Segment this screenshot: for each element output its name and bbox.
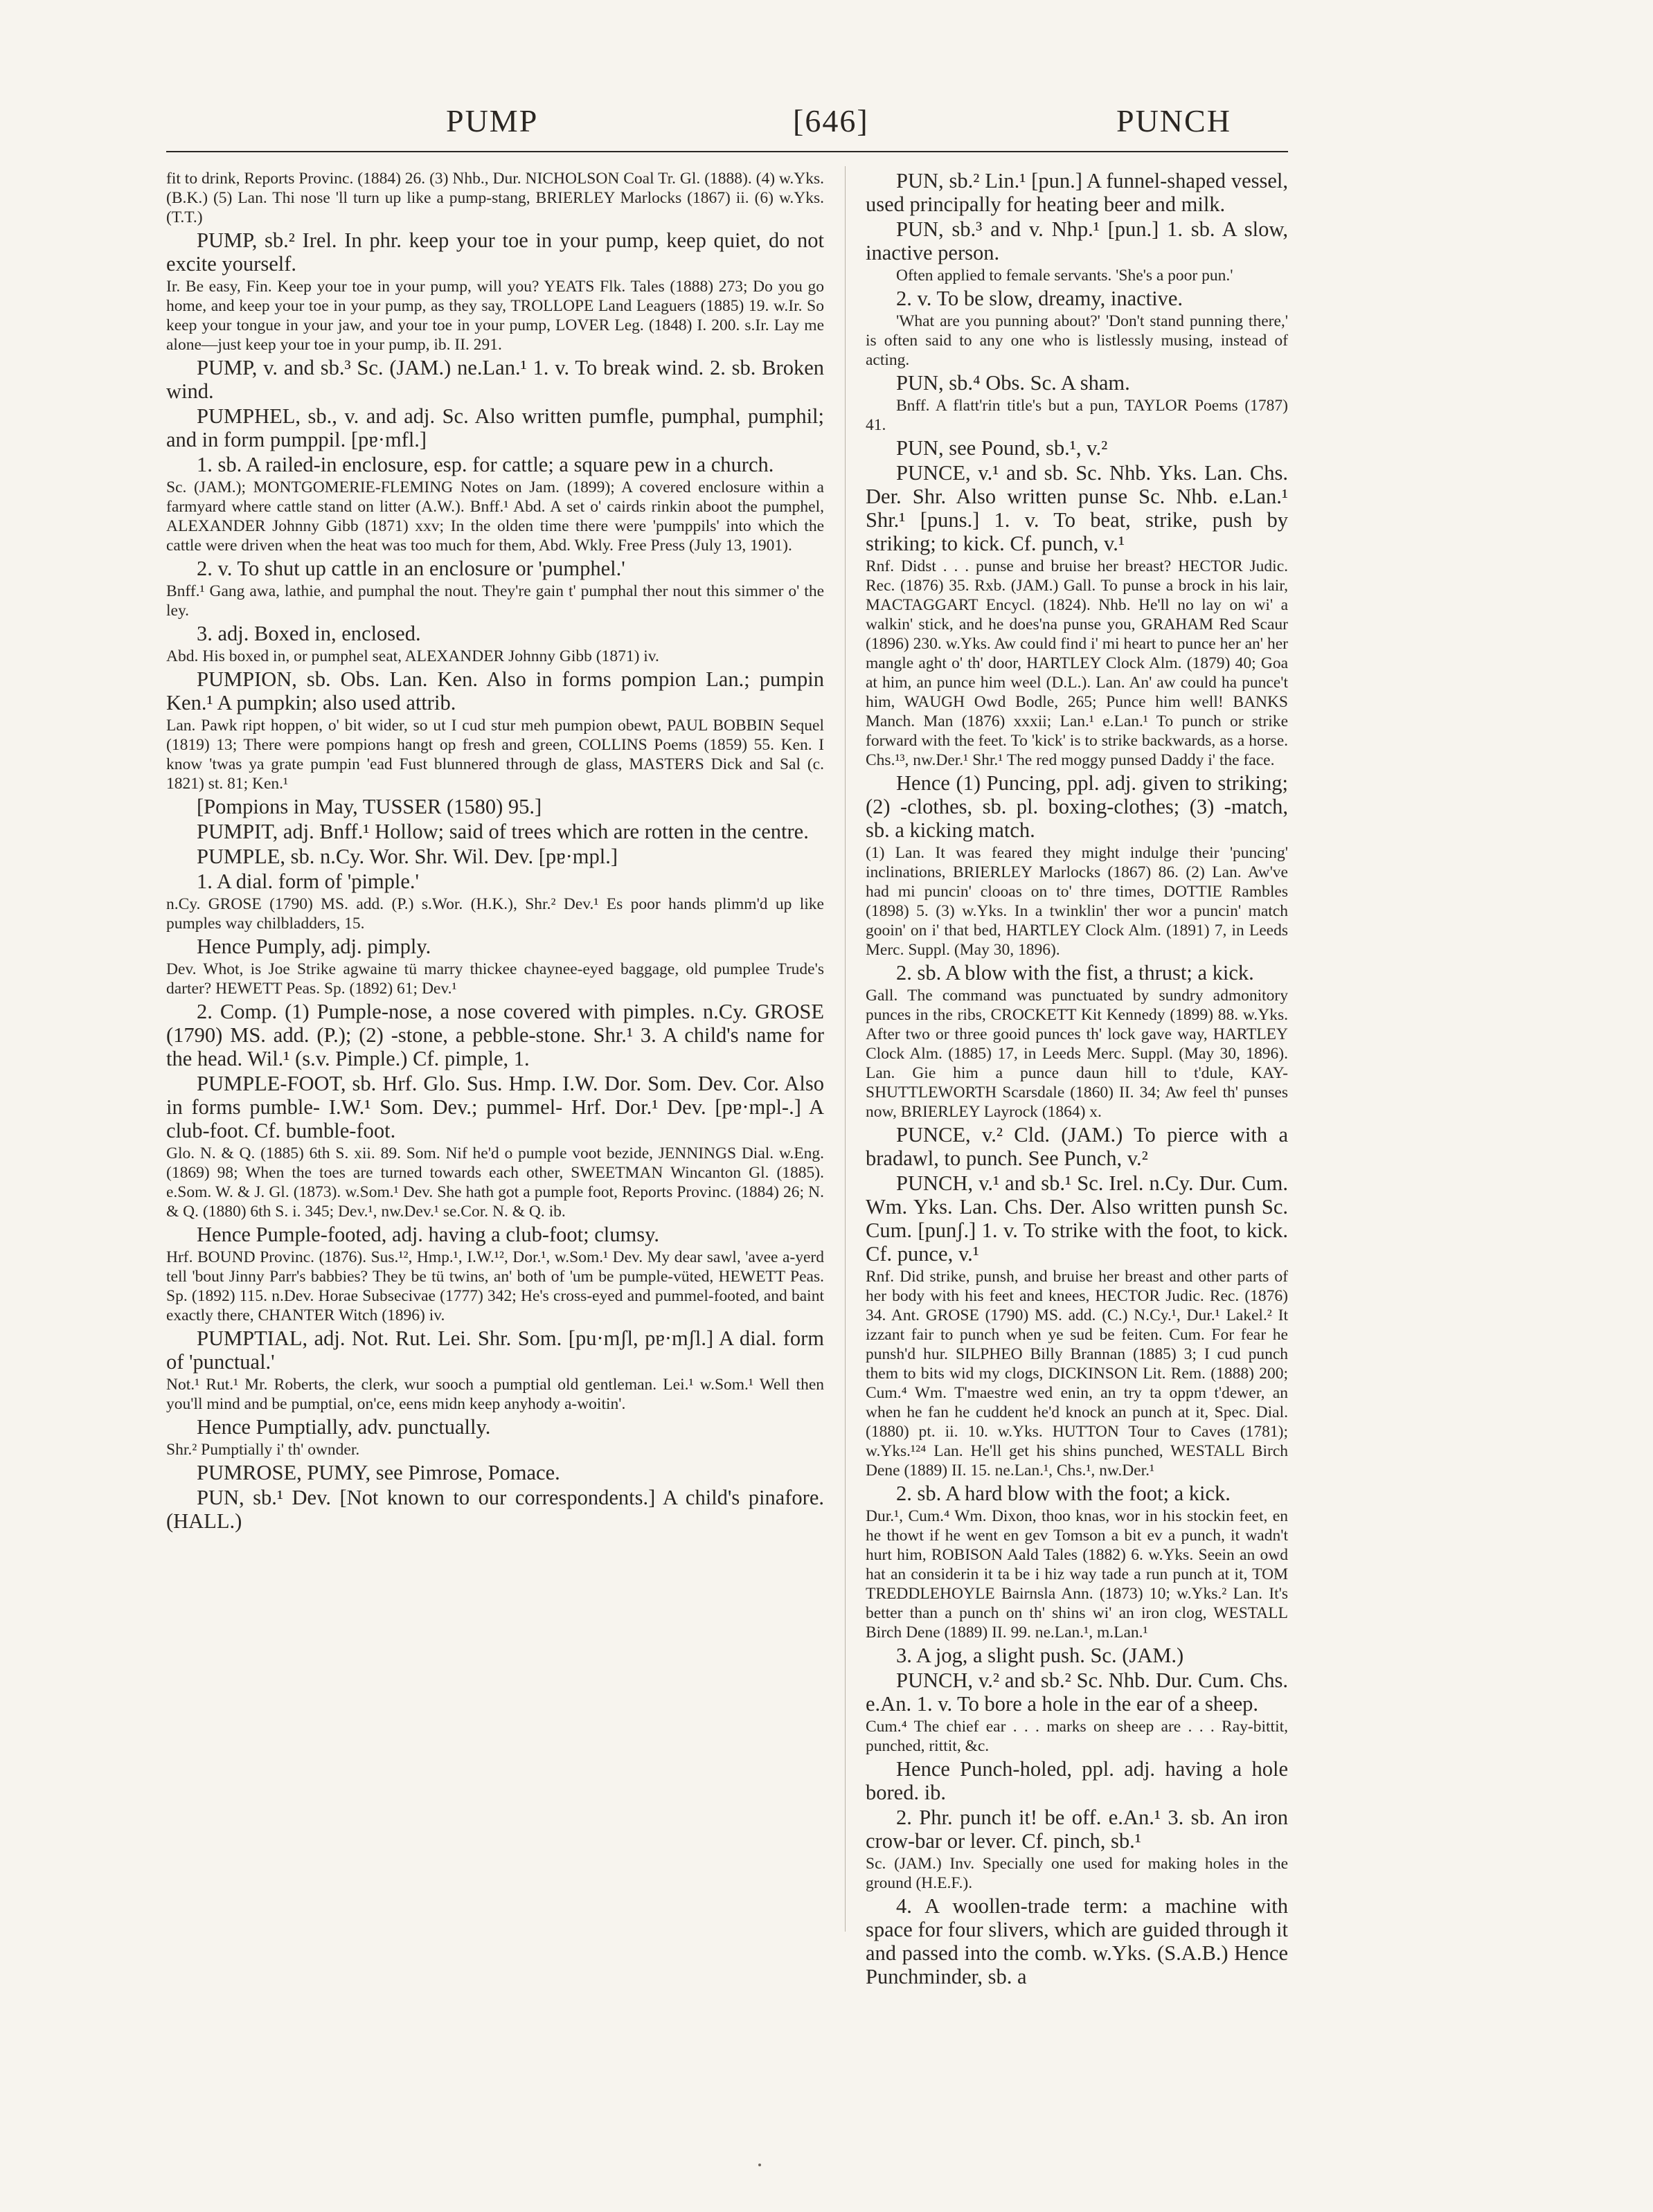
entry-paragraph: 2. sb. A hard blow with the foot; a kick. — [896, 1482, 1231, 1505]
citation-paragraph: Not.¹ Rut.¹ Mr. Roberts, the clerk, wur sooch a pumptial old gentleman. Lei.¹ w.Som.¹ Well then you'll mind and be pumptial, on'ce, eens midn keep anyhody a-woitin'. — [166, 1376, 824, 1413]
citation-paragraph: (1) Lan. It was feared they might indulge their 'puncing' inclinations, BRIERLEY Marlocks (1867) 86. (2) Lan. Aw've had mi puncin' clooas on to' thre times, DOTTIE Rambles (1898) 5. (3) w.Yks. In a twinklin' ther wor a puncin' match gooin' on i' that bed, HARTLEY Clock Alm. (1891) 7, in Leeds Merc. Suppl. (May 30, 1896). — [866, 844, 1288, 959]
citation-paragraph: Glo. N. & Q. (1885) 6th S. xii. 89. Som. Nif he'd o pumple voot bezide, JENNINGS Dial. w.Eng. (1869) 98; When the toes are turned towards each other, SWEETMAN Wincanton Gl. (1885). e.Som. W. & J. Gl. (1873). w.Som.¹ Dev. She hath got a pumple foot, Reports Provinc. (1884) 26; N. & Q. (1880) 6th S. i. 345; Dev.¹, nw.Dev.¹ se.Cor. N. & Q. ib. — [166, 1144, 824, 1221]
entry-paragraph: PUMPHEL, sb., v. and adj. Sc. Also written pumfle, pumphal, pumphil; and in form pumppil. [pɐ·mfl.] — [166, 404, 824, 451]
citation-paragraph: Bnff.¹ Gang awa, lathie, and pumphal the nout. They're gain t' pumphal ther nout this simmer o' the ley. — [166, 582, 824, 620]
entry-paragraph: 2. sb. A blow with the fist, a thrust; a kick. — [896, 961, 1254, 984]
entry-paragraph: 1. sb. A railed-in enclosure, esp. for cattle; a square pew in a church. — [197, 453, 774, 476]
entry-paragraph: PUNCH, v.¹ and sb.¹ Sc. Irel. n.Cy. Dur. Cum. Wm. Yks. Lan. Chs. Der. Also written punsh Sc. Cum. [punʃ.] 1. v. To strike with the foot, to kick. Cf. punce, v.¹ — [866, 1171, 1288, 1266]
entry-paragraph: PUN, see Pound, sb.¹, v.² — [896, 436, 1108, 460]
citation-paragraph: Dur.¹, Cum.⁴ Wm. Dixon, thoo knas, wor in his stockin feet, en he thowt if he went en gev Tomson a bit ev a punch, it wadn't hurt him, ROBISON Aald Tales (1882) 6. w.Yks. Seein an owd hat an considerin it ta be i hiz way tade a run punch at it, TOM TREDDLEHOYLE Bairnsla Ann. (1873) 10; w.Yks.² Lan. It's better than a punch on th' shins wi' an iron clog, WESTALL Birch Dene (1889) II. 99. ne.Lan.¹, m.Lan.¹ — [866, 1507, 1288, 1642]
entry-paragraph: PUMPLE-FOOT, sb. Hrf. Glo. Sus. Hmp. I.W. Dor. Som. Dev. Cor. Also in forms pumble- I.W.¹ Som. Dev.; pummel- Hrf. Dor.¹ Dev. [pɐ·mpl-.] A club-foot. Cf. bumble-foot. — [166, 1072, 824, 1142]
citation-paragraph: Bnff. A flatt'rin title's but a pun, TAYLOR Poems (1787) 41. — [866, 397, 1288, 434]
left-column — [166, 169, 824, 1534]
citation-paragraph: Shr.² Pumptially i' th' ownder. — [166, 1441, 360, 1459]
entry-paragraph: 2. v. To shut up cattle in an enclosure or 'pumphel.' — [197, 557, 625, 580]
citation-paragraph: Sc. (JAM.) Inv. Specially one used for making holes in the ground (H.E.F.). — [866, 1855, 1288, 1892]
citation-paragraph: Ir. Be easy, Fin. Keep your toe in your pump, will you? YEATS Flk. Tales (1888) 273; Do you go home, and keep your toe in your pump, as they say, TROLLOPE Land Leaguers (1885) 19. w.Ir. So keep your tongue in your jaw, and your toe in your pump, LOVER Leg. (1848) I. 200. s.Ir. Lay me alone—just keep your toe in your pump, ib. II. 291. — [166, 278, 824, 354]
entry-paragraph: Hence Pumptially, adv. punctually. — [197, 1415, 491, 1439]
header-right-headword: PUNCH — [1116, 103, 1231, 138]
entry-paragraph: 3. A jog, a slight push. Sc. (JAM.) — [896, 1644, 1184, 1667]
citation-paragraph: Often applied to female servants. 'She's a poor pun.' — [896, 267, 1233, 285]
entry-paragraph: PUMPLE, sb. n.Cy. Wor. Shr. Wil. Dev. [pɐ·mpl.] — [197, 845, 618, 868]
entry-paragraph: 2. Phr. punch it! be off. e.An.¹ 3. sb. An iron crow-bar or lever. Cf. pinch, sb.¹ — [866, 1806, 1288, 1853]
citation-paragraph: Lan. Pawk ript hoppen, o' bit wider, so ut I cud stur meh pumpion obewt, PAUL BOBBIN Sequel (1819) 13; There were pompions hangt op fresh and green, COLLINS Poems (1859) 55. Ken. I know 'twas ya grate pumpin 'ead Fust blunnered through de glass, MASTERS Dick and Sal (c. 1821) st. 81; Ken.¹ — [166, 717, 824, 793]
entry-paragraph: PUMROSE, PUMY, see Pimrose, Pomace. — [197, 1461, 560, 1484]
citation-paragraph: Cum.⁴ The chief ear . . . marks on sheep are . . . Ray-bittit, punched, rittit, &c. — [866, 1718, 1288, 1755]
entry-paragraph: PUMPIT, adj. Bnff.¹ Hollow; said of trees which are rotten in the centre. — [197, 820, 809, 843]
entry-paragraph: PUN, sb.² Lin.¹ [pun.] A funnel-shaped vessel, used principally for heating beer and milk. — [866, 169, 1288, 216]
header-rule — [166, 151, 1288, 152]
entry-paragraph: PUMPTIAL, adj. Not. Rut. Lei. Shr. Som. [pu·mʃl, pɐ·mʃl.] A dial. form of 'punctual.' — [166, 1327, 824, 1374]
entry-paragraph: Hence Punch-holed, ppl. adj. having a hole bored. ib. — [866, 1757, 1288, 1804]
entry-paragraph: PUNCE, v.² Cld. (JAM.) To pierce with a bradawl, to punch. See Punch, v.² — [866, 1123, 1288, 1170]
citation-paragraph: Abd. His boxed in, or pumphel seat, ALEXANDER Johnny Gibb (1871) iv. — [166, 647, 659, 665]
page-speck — [758, 2164, 761, 2166]
entry-paragraph: PUMPION, sb. Obs. Lan. Ken. Also in forms pompion Lan.; pumpin Ken.¹ A pumpkin; also used attrib. — [166, 667, 824, 714]
entry-paragraph: PUMP, v. and sb.³ Sc. (JAM.) ne.Lan.¹ 1. v. To break wind. 2. sb. Broken wind. — [166, 356, 824, 403]
citation-paragraph: Gall. The command was punctuated by sundry admonitory punces in the ribs, CROCKETT Kit Kennedy (1899) 88. w.Yks. After two or three gooid punces th' lock gave way, HARTLEY Clock Alm. (1885) 17, in Leeds Merc. Suppl. (May 30, 1896). Lan. Gie him a punce daun hill to t'dule, KAY-SHUTTLEWORTH Scarsdale (1860) II. 34; Aw feel th' punses now, BRIERLEY Layrock (1864) x. — [866, 987, 1288, 1121]
entry-paragraph: Hence Pumple-footed, adj. having a club-foot; clumsy. — [197, 1223, 659, 1246]
page-header — [166, 102, 1288, 151]
header-left-headword: PUMP — [446, 103, 539, 138]
entry-paragraph: 3. adj. Boxed in, enclosed. — [197, 622, 421, 645]
citation-paragraph: Rnf. Did strike, punsh, and bruise her breast and other parts of her body with his feet and knees, HECTOR Judic. Rec. (1876) 34. Ant. GROSE (1790) MS. add. (C.) N.Cy.¹, Dur.¹ Lakel.² It izzant fair to punch when ye sud be feiten. Cum. For fear he punsh'd hur. SILPHEO Billy Brannan (1885) 3; I cud punch them to bits wid my clogs, DICKINSON Lit. Rem. (1888) 200; Cum.⁴ Wm. T'maestre wed enin, an try ta oppm t'dewer, an when he fan he cuddent he'd knock an punch at it, Spec. Dial. (1880) pt. ii. 10. w.Yks. HUTTON Tour to Caves (1781); w.Yks.¹²⁴ Lan. He'll get his shins punched, WESTALL Birch Dene (1889) II. 15. ne.Lan.¹, Chs.¹, nw.Der.¹ — [866, 1268, 1288, 1480]
entry-paragraph: [Pompions in May, TUSSER (1580) 95.] — [197, 795, 542, 818]
citation-paragraph: fit to drink, Reports Provinc. (1884) 26. (3) Nhb., Dur. NICHOLSON Coal Tr. Gl. (1888). (4) w.Yks. (B.K.) (5) Lan. Thi nose 'll turn up like a pump-stang, BRIERLEY Marlocks (1867) ii. (6) w.Yks. (T.T.) — [166, 170, 824, 226]
entry-paragraph: 2. Comp. (1) Pumple-nose, a nose covered with pimples. n.Cy. GROSE (1790) MS. add. (P.); (2) -stone, a pebble-stone. Shr.¹ 3. A child's name for the head. Wil.¹ (s.v. Pimple.) Cf. pimple, 1. — [166, 1000, 824, 1070]
entry-paragraph: Hence (1) Puncing, ppl. adj. given to striking; (2) -clothes, sb. pl. boxing-clothes; (3) -match, sb. a kicking match. — [866, 771, 1288, 842]
page-number: [646] — [793, 103, 869, 138]
citation-paragraph: Sc. (JAM.); MONTGOMERIE-FLEMING Notes on Jam. (1899); A covered enclosure within a farmyard where cattle stand on litter (A.W.). Bnff.¹ Abd. A set o' cairds rinkin aboot the pumphel, ALEXANDER Johnny Gibb (1871) xxv; In the olden time there were 'pumppils' into which the cattle were driven when the heat was too much for them, Abd. Wkly. Free Press (July 13, 1901). — [166, 478, 824, 555]
right-column — [866, 169, 1288, 1990]
column-divider — [845, 166, 846, 1932]
entry-paragraph: PUMP, sb.² Irel. In phr. keep your toe in your pump, keep quiet, do not excite yourself. — [166, 228, 824, 276]
entry-paragraph: 1. A dial. form of 'pimple.' — [197, 870, 420, 893]
citation-paragraph: 'What are you punning about?' 'Don't stand punning there,' is often said to any one who is listlessly musing, instead of acting. — [866, 312, 1288, 369]
entry-paragraph: PUNCH, v.² and sb.² Sc. Nhb. Dur. Cum. Chs. e.An. 1. v. To bore a hole in the ear of a sheep. — [866, 1669, 1288, 1716]
citation-paragraph: n.Cy. GROSE (1790) MS. add. (P.) s.Wor. (H.K.), Shr.² Dev.¹ Es poor hands plimm'd up like pumples way chilbladders, 15. — [166, 895, 824, 933]
entry-paragraph: PUNCE, v.¹ and sb. Sc. Nhb. Yks. Lan. Chs. Der. Shr. Also written punse Sc. Nhb. e.Lan.¹ Shr.¹ [puns.] 1. v. To beat, strike, push by striking; to kick. Cf. punch, v.¹ — [866, 461, 1288, 555]
entry-paragraph: PUN, sb.³ and v. Nhp.¹ [pun.] 1. sb. A slow, inactive person. — [866, 217, 1288, 264]
entry-paragraph: Hence Pumply, adj. pimply. — [197, 935, 431, 958]
citation-paragraph: Dev. Whot, is Joe Strike agwaine tü marry thickee chaynee-eyed baggage, old pumplee Trude's darter? HEWETT Peas. Sp. (1892) 61; Dev.¹ — [166, 960, 824, 998]
entry-paragraph: PUN, sb.⁴ Obs. Sc. A sham. — [896, 371, 1130, 395]
citation-paragraph: Hrf. BOUND Provinc. (1876). Sus.¹², Hmp.¹, I.W.¹², Dor.¹, w.Som.¹ Dev. My dear sawl, 'avee a-yerd tell 'bout Jinny Parr's babbies? They be tü twins, an' both of 'um be pumple-vüted, HEWETT Peas. Sp. (1892) 115. n.Dev. Horae Subsecivae (1777) 342; He's cross-eyed and pummel-footed, and baint exactly there, CHANTER Witch (1896) iv. — [166, 1248, 824, 1324]
entry-paragraph: 2. v. To be slow, dreamy, inactive. — [896, 287, 1183, 310]
citation-paragraph: Rnf. Didst . . . punse and bruise her breast? HECTOR Judic. Rec. (1876) 35. Rxb. (JAM.) Gall. To punse a brock in his lair, MACTAGGART Encycl. (1824). Nhb. He'll no lay on wi' a walkin' stick, and he does'na punse you, GRAHAM Red Scaur (1896) 230. w.Yks. Aw could find i' mi heart to punce her an' her mangle aght o' th' door, HARTLEY Clock Alm. (1879) 40; Goa at him, an punce him weel (D.L.). Lan. An' aw could ha punce't him, WAUGH Owd Bodle, 265; Punce him well! BANKS Manch. Man (1876) xxxii; Lan.¹ e.Lan.¹ To punch or strike forward with the feet. To 'kick' is to strike backwards, as a horse. Chs.¹³, nw.Der.¹ Shr.¹ The red moggy punsed Daddy i' the face. — [866, 557, 1288, 769]
entry-paragraph: PUN, sb.¹ Dev. [Not known to our correspondents.] A child's pinafore. (HALL.) — [166, 1486, 824, 1533]
entry-paragraph: 4. A woollen-trade term: a machine with space for four slivers, which are guided through it and passed into the comb. w.Yks. (S.A.B.) Hence Punchminder, sb. a — [866, 1894, 1288, 1988]
